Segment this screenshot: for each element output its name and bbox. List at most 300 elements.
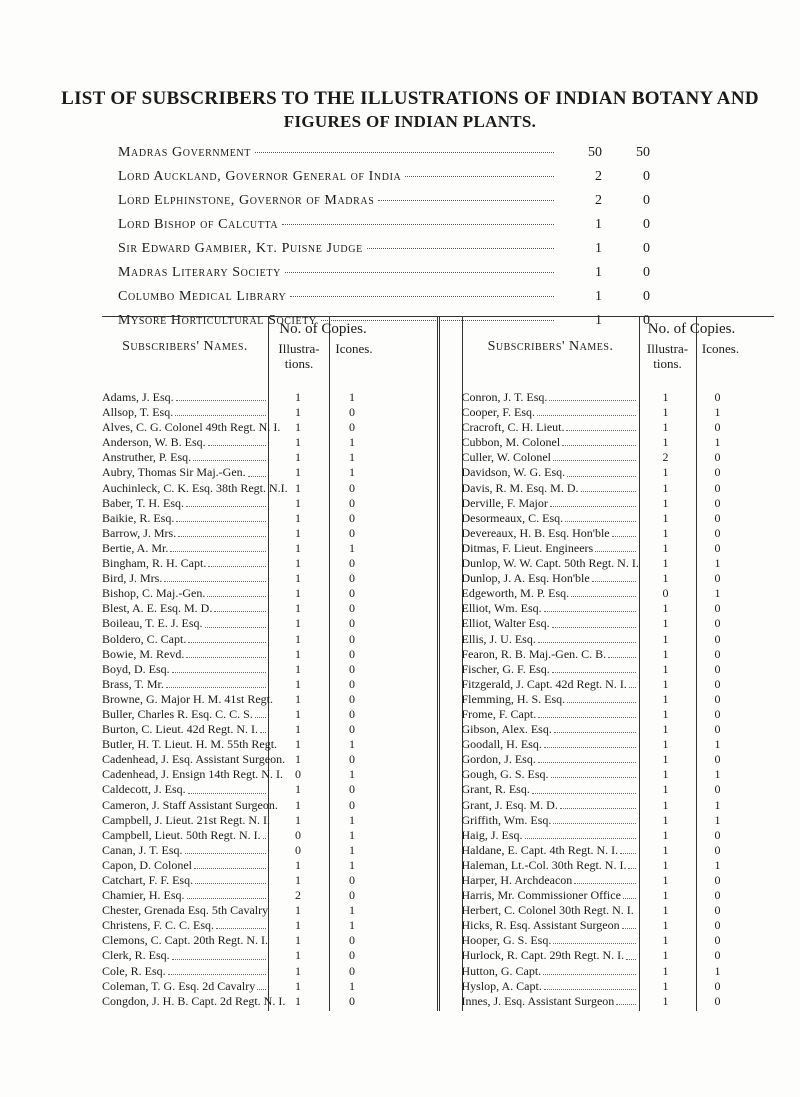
dot-leader xyxy=(544,737,636,748)
illustrations-count: 2 xyxy=(295,888,301,903)
dot-leader xyxy=(592,571,636,582)
dot-leader xyxy=(260,722,266,733)
dot-leader xyxy=(187,888,266,899)
icones-count: 0 xyxy=(714,782,721,797)
icones-count: 1 xyxy=(349,737,355,752)
subscriber-name-cell xyxy=(102,873,268,888)
subscriber-name: Grant, J. Esq. M. D. xyxy=(461,797,558,812)
dot-leader xyxy=(208,435,266,446)
dot-leader xyxy=(623,888,636,899)
subscriber-row xyxy=(462,662,775,677)
illustrations-count: 1 xyxy=(295,722,301,737)
icones-count: 0 xyxy=(714,601,721,616)
icones-count: 0 xyxy=(714,978,721,993)
illustrations-count: 1 xyxy=(662,435,669,450)
icones-count: 0 xyxy=(349,706,355,721)
institution-icones: 0 xyxy=(643,169,650,184)
subscriber-name-cell xyxy=(102,480,288,496)
illustrations-count: 1 xyxy=(662,767,669,782)
dot-leader xyxy=(616,994,635,1005)
icones-count: 1 xyxy=(349,390,355,404)
icones-count: 0 xyxy=(349,691,355,706)
subscriber-row xyxy=(462,481,775,496)
dot-leader xyxy=(538,632,636,643)
subscriber-name: Brass, T. Mr. xyxy=(102,676,164,691)
subscriber-row xyxy=(462,677,775,692)
illustrations-count: 1 xyxy=(295,993,301,1008)
subscriber-name: Cubbon, M. Colonel xyxy=(461,435,561,450)
dot-leader xyxy=(537,405,635,416)
dot-leader xyxy=(194,858,266,869)
illustrations-count: 1 xyxy=(662,752,669,767)
icones-count: 0 xyxy=(349,601,355,616)
subscriber-row xyxy=(102,405,437,420)
dot-leader xyxy=(566,420,635,431)
subscriber-name-cell xyxy=(102,737,278,752)
subscriber-name: Adams, J. Esq. xyxy=(102,390,174,404)
institution-name: Lord Elphinstone, Governor of Madras xyxy=(118,193,375,208)
dot-leader xyxy=(378,200,554,201)
dot-leader xyxy=(178,526,266,537)
subscriber-name-cell xyxy=(462,707,638,722)
illustrations-count: 1 xyxy=(295,495,301,510)
subscriber-row xyxy=(102,692,437,707)
subscriber-name-cell xyxy=(102,405,268,420)
dot-leader xyxy=(581,481,636,492)
subscriber-row xyxy=(462,903,775,918)
subscriber-name: Dunlop, W. W. Capt. 50th Regt. N. I. xyxy=(461,556,639,571)
dot-leader xyxy=(170,541,266,552)
dot-leader xyxy=(554,722,636,733)
illustrations-count: 1 xyxy=(662,646,669,661)
icones-count: 0 xyxy=(714,827,721,842)
subscriber-name-cell xyxy=(462,994,638,1009)
icones-count: 0 xyxy=(714,918,721,933)
icones-count: 0 xyxy=(714,420,721,435)
subscriber-name-cell xyxy=(102,435,268,450)
copies-header: No. of Copies. xyxy=(647,321,736,337)
subscriber-name-cell xyxy=(102,647,268,662)
subscriber-row xyxy=(462,888,775,903)
subscriber-name-cell xyxy=(462,767,638,782)
subscriber-name: Bingham, R. H. Capt. xyxy=(102,556,207,571)
illustrations-count: 1 xyxy=(295,691,301,706)
illustrations-count: 1 xyxy=(295,933,301,948)
icones-count: 0 xyxy=(349,571,355,586)
illustrations-count: 1 xyxy=(295,556,301,571)
illustrations-count: 1 xyxy=(662,978,669,993)
dot-leader xyxy=(367,248,554,249)
subscriber-name-cell xyxy=(102,691,273,707)
icones-count: 0 xyxy=(349,586,355,601)
dot-leader xyxy=(532,782,636,793)
subscriber-name: Canan, J. T. Esq. xyxy=(102,842,183,857)
illustrations-count: 1 xyxy=(662,797,669,812)
dot-leader xyxy=(188,782,266,793)
icones-count: 0 xyxy=(714,631,721,646)
dot-leader xyxy=(565,511,635,522)
icones-count: 0 xyxy=(714,525,721,540)
icones-header: Icones. xyxy=(701,341,740,356)
illustrations-count: 1 xyxy=(295,737,301,752)
dot-leader xyxy=(574,873,635,884)
subscriber-row xyxy=(102,888,437,903)
subscriber-name-cell xyxy=(102,722,268,737)
icones-count: 0 xyxy=(349,676,355,691)
subscribers-table xyxy=(102,316,774,1011)
subscriber-name: Dunlop, J. A. Esq. Hon'ble xyxy=(461,571,590,586)
subscriber-name: Harper, H. Archdeacon xyxy=(461,873,573,887)
illustrations-count: 1 xyxy=(295,978,301,993)
dot-leader xyxy=(185,843,266,854)
institution-name: Madras Literary Society xyxy=(118,265,281,280)
icones-header: Icones. xyxy=(335,341,373,356)
dot-leader xyxy=(176,390,266,401)
subscriber-name: Haleman, Lt.-Col. 30th Regt. N. I. xyxy=(461,857,627,872)
subscriber-name: Bishop, C. Maj.-Gen. xyxy=(102,586,206,601)
icones-count: 0 xyxy=(714,842,721,857)
illustrations-count: 1 xyxy=(662,540,669,555)
subscriber-name-cell xyxy=(102,556,268,571)
dot-leader xyxy=(628,858,635,869)
subscriber-row xyxy=(102,541,437,556)
institution-illustrations: 1 xyxy=(595,265,602,280)
subscriber-name-cell xyxy=(462,435,638,450)
subscriber-row xyxy=(462,918,775,933)
subscriber-row xyxy=(102,722,437,737)
subscriber-name-cell xyxy=(462,722,638,737)
dot-leader xyxy=(595,541,635,552)
subscriber-row xyxy=(102,632,437,647)
illustrations-count: 1 xyxy=(662,571,669,586)
subscriber-name: Edgeworth, M. P. Esq. xyxy=(461,586,570,601)
subscriber-name: Anstruther, P. Esq. xyxy=(102,450,192,465)
icones-count: 0 xyxy=(714,465,721,480)
subscriber-row xyxy=(462,933,775,948)
subscriber-name-cell xyxy=(102,632,268,647)
subscriber-name-cell xyxy=(462,948,638,963)
dot-leader xyxy=(186,496,266,507)
subscriber-name: Fearon, R. B. Maj.-Gen. C. B. xyxy=(461,646,607,661)
illustrations-count: 1 xyxy=(295,676,301,691)
subscriber-name: Davidson, W. G. Esq. xyxy=(461,465,566,480)
subscriber-name-cell xyxy=(462,903,638,918)
subscriber-name: Cooper, F. Esq. xyxy=(461,405,536,420)
icones-count: 0 xyxy=(349,556,355,571)
subscriber-row xyxy=(102,616,437,631)
subscriber-name: Coleman, T. G. Esq. 2d Cavalry xyxy=(102,978,256,993)
subscriber-name-cell xyxy=(462,918,638,933)
dot-leader xyxy=(193,450,266,461)
dot-leader xyxy=(560,798,636,809)
subscriber-row xyxy=(462,813,775,828)
dot-leader xyxy=(567,465,635,476)
dot-leader xyxy=(208,556,266,567)
subscriber-name: Ditmas, F. Lieut. Engineers xyxy=(461,540,594,555)
icones-count: 0 xyxy=(349,661,355,676)
dot-leader xyxy=(172,662,266,673)
subscribers-column-right xyxy=(440,317,775,1011)
dot-leader xyxy=(629,677,636,688)
subscriber-name: Gibson, Alex. Esq. xyxy=(461,722,552,737)
institution-name: Lord Auckland, Governor General of India xyxy=(118,169,402,184)
icones-count: 0 xyxy=(714,873,721,887)
illustrations-count: 1 xyxy=(662,888,669,903)
subscriber-row xyxy=(462,828,775,843)
subscriber-name: Christens, F. C. C. Esq. xyxy=(102,918,215,933)
page-title: LIST OF SUBSCRIBERS TO THE ILLUSTRATIONS OF INDIAN BOTANY AND xyxy=(61,88,759,109)
institutional-subscribers xyxy=(118,145,650,337)
icones-count: 0 xyxy=(349,993,355,1008)
subscriber-name: Congdon, J. H. B. Capt. 2d Regt. N. I. xyxy=(102,993,286,1008)
illustrations-count: 1 xyxy=(662,903,669,918)
subscriber-row xyxy=(462,450,775,465)
subscriber-row xyxy=(462,571,775,586)
subscriber-name: Devereaux, H. B. Esq. Hon'ble xyxy=(461,525,610,540)
icones-count: 0 xyxy=(349,752,355,767)
icones-count: 0 xyxy=(714,903,721,918)
subscriber-name: Catchart, F. F. Esq. xyxy=(102,873,194,887)
subscriber-name-cell xyxy=(462,662,638,677)
names-header: Subscribers' Names. xyxy=(122,339,248,354)
illustrations-count: 0 xyxy=(295,767,301,782)
institution-name: Columbo Medical Library xyxy=(118,289,287,304)
subscriber-row xyxy=(462,601,775,616)
icones-count: 1 xyxy=(714,797,721,812)
institution-icones: 0 xyxy=(643,265,650,280)
subscriber-name: Clerk, R. Esq. xyxy=(102,948,170,963)
subscriber-name-cell xyxy=(102,496,268,511)
subscriber-name-cell xyxy=(102,933,268,948)
subscribers-column-left xyxy=(102,317,440,1011)
illustrations-count: 2 xyxy=(662,450,669,465)
subscriber-row xyxy=(102,571,437,586)
illustrations-count: 1 xyxy=(662,525,669,540)
icones-count: 1 xyxy=(349,812,355,827)
subscriber-name: Culler, W. Colonel xyxy=(461,450,552,465)
illustrations-count: 1 xyxy=(662,737,669,752)
subscriber-row xyxy=(102,767,437,782)
icones-count: 0 xyxy=(714,571,721,586)
subscriber-name: Blest, A. E. Esq. M. D. xyxy=(102,601,213,616)
illustrations-count: 1 xyxy=(295,540,301,555)
subscriber-name: Elliot, Wm. Esq. xyxy=(461,601,542,616)
institution-row xyxy=(118,265,650,289)
copies-header: No. of Copies. xyxy=(279,321,367,337)
subscriber-row xyxy=(462,994,775,1009)
illustrations-count: 1 xyxy=(662,661,669,676)
icones-count: 0 xyxy=(714,888,721,903)
subscriber-row xyxy=(102,873,437,888)
illustrations-count: 1 xyxy=(295,782,301,797)
subscriber-name: Alves, C. G. Colonel 49th Regt. N. I. xyxy=(102,420,281,435)
dot-leader xyxy=(567,692,635,703)
subscriber-name: Cracroft, C. H. Lieut. xyxy=(461,420,565,435)
institution-name: Sir Edward Gambier, Kt. Puisne Judge xyxy=(118,241,363,256)
subscriber-name-cell xyxy=(102,858,268,873)
names-header: Subscribers' Names. xyxy=(487,339,614,354)
subscriber-name: Hutton, G. Capt. xyxy=(461,963,542,978)
subscriber-row xyxy=(102,450,437,465)
illustrations-count: 1 xyxy=(662,691,669,706)
subscriber-row xyxy=(462,465,775,480)
illustrations-count: 1 xyxy=(662,873,669,887)
subscriber-name-cell xyxy=(462,390,638,405)
institution-illustrations: 2 xyxy=(595,193,602,208)
illustrations-count: 1 xyxy=(662,918,669,933)
subscriber-name: Fitzgerald, J. Capt. 42d Regt. N. I. xyxy=(461,676,627,691)
subscriber-name: Caldecott, J. Esq. xyxy=(102,782,186,797)
subscriber-row xyxy=(102,903,437,918)
subscriber-row xyxy=(102,752,437,767)
subscriber-name: Chamier, H. Esq. xyxy=(102,888,185,903)
institution-illustrations: 1 xyxy=(595,313,602,328)
illustrations-count: 1 xyxy=(295,465,301,480)
subscriber-name: Barrow, J. Mrs. xyxy=(102,525,177,540)
subscriber-name: Auchinleck, C. K. Esq. 38th Regt. N.I. xyxy=(102,480,288,495)
subscriber-row xyxy=(102,843,437,858)
illustrations-count: 1 xyxy=(662,722,669,737)
subscriber-name-cell xyxy=(102,541,268,556)
illustrations-count: 1 xyxy=(295,661,301,676)
subscriber-name-cell xyxy=(462,979,638,994)
illustrations-count: 1 xyxy=(295,963,301,978)
institution-illustrations: 50 xyxy=(588,145,602,160)
icones-count: 0 xyxy=(349,722,355,737)
subscriber-name-cell xyxy=(102,586,268,601)
subscriber-name-cell xyxy=(462,858,638,873)
subscriber-row xyxy=(102,601,437,616)
illustrations-count: 1 xyxy=(295,405,301,420)
subscriber-name: Desormeaux, C. Esq. xyxy=(461,510,564,525)
icones-count: 1 xyxy=(349,857,355,872)
dot-leader xyxy=(405,176,554,177)
institution-row xyxy=(118,289,650,313)
illustrations-count: 1 xyxy=(662,812,669,827)
dot-leader xyxy=(525,828,636,839)
icones-count: 0 xyxy=(349,495,355,510)
icones-count: 0 xyxy=(714,510,721,525)
subscriber-name: Boileau, T. E. J. Esq. xyxy=(102,616,203,631)
dot-leader xyxy=(538,752,636,763)
icones-count: 1 xyxy=(714,586,721,601)
icones-count: 0 xyxy=(349,948,355,963)
subscriber-name: Clemons, C. Capt. 20th Regt. N. I. xyxy=(102,933,268,948)
illustrations-count: 1 xyxy=(662,480,669,495)
subscriber-row xyxy=(102,933,437,948)
subscriber-row xyxy=(462,798,775,813)
icones-count: 0 xyxy=(714,480,721,495)
icones-count: 0 xyxy=(714,933,721,948)
subscriber-row xyxy=(462,541,775,556)
subscriber-name: Hicks, R. Esq. Assistant Surgeon xyxy=(461,918,620,933)
icones-count: 0 xyxy=(349,888,355,903)
subscriber-row xyxy=(102,707,437,722)
icones-count: 1 xyxy=(349,918,355,933)
subscriber-name-cell xyxy=(462,677,638,692)
subscriber-row xyxy=(462,858,775,873)
illustrations-count: 1 xyxy=(295,752,301,767)
subscriber-name-cell xyxy=(462,964,638,979)
dot-leader xyxy=(552,616,636,627)
illustrations-count: 0 xyxy=(295,827,301,842)
subscriber-name: Gough, G. S. Esq. xyxy=(461,767,549,782)
page-subtitle: FIGURES OF INDIAN PLANTS. xyxy=(283,112,537,131)
illustrations-count: 1 xyxy=(662,405,669,420)
dot-leader xyxy=(553,813,635,824)
illustrations-count: 1 xyxy=(662,510,669,525)
dot-leader xyxy=(257,979,266,990)
subscriber-row xyxy=(102,918,437,933)
subscriber-name-cell xyxy=(102,993,286,1009)
icones-count: 1 xyxy=(349,435,355,450)
subscriber-row xyxy=(462,948,775,963)
illustrations-count: 1 xyxy=(295,571,301,586)
subscriber-name: Grant, R. Esq. xyxy=(461,782,530,797)
icones-count: 0 xyxy=(349,631,355,646)
subscriber-row xyxy=(102,586,437,601)
subscriber-row xyxy=(462,420,775,435)
subscriber-name-cell xyxy=(102,390,268,405)
icones-count: 0 xyxy=(714,706,721,721)
subscriber-name: Capon, D. Colonel xyxy=(102,857,192,872)
icones-count: 1 xyxy=(349,978,355,993)
dot-leader xyxy=(282,224,554,225)
dot-leader xyxy=(622,918,636,929)
subscriber-row xyxy=(462,390,775,405)
icones-count: 1 xyxy=(714,737,721,752)
subscriber-name: Derville, F. Major xyxy=(461,495,548,510)
institution-row xyxy=(118,241,650,265)
icones-count: 0 xyxy=(714,450,721,465)
icones-count: 1 xyxy=(714,857,721,872)
illustrations-count: 1 xyxy=(662,948,669,963)
icones-count: 0 xyxy=(714,646,721,661)
institution-row xyxy=(118,217,650,241)
icones-count: 0 xyxy=(349,782,355,797)
illustrations-count: 1 xyxy=(295,857,301,872)
illustrations-count: 1 xyxy=(662,676,669,691)
subscriber-name: Chester, Grenada Esq. 5th Cavalry xyxy=(102,903,269,918)
subscriber-name: Griffith, Wm. Esq. xyxy=(461,812,552,827)
subscriber-name: Baber, T. H. Esq. xyxy=(102,495,185,510)
icones-count: 0 xyxy=(714,616,721,631)
icones-count: 1 xyxy=(714,812,721,827)
illustrations-count: 1 xyxy=(662,390,669,404)
institution-illustrations: 2 xyxy=(595,169,602,184)
icones-count: 0 xyxy=(714,676,721,691)
dot-leader xyxy=(216,918,266,929)
subscriber-row xyxy=(462,722,775,737)
illustrations-count: 1 xyxy=(662,857,669,872)
subscriber-row xyxy=(462,405,775,420)
dot-leader xyxy=(553,450,635,461)
institution-name: Lord Bishop of Calcutta xyxy=(118,217,279,232)
icones-count: 1 xyxy=(349,827,355,842)
subscriber-name-cell xyxy=(102,979,268,994)
subscriber-name: Bowie, M. Revd. xyxy=(102,646,185,661)
icones-count: 1 xyxy=(349,465,355,480)
institution-row xyxy=(118,145,650,169)
subscriber-name: Burton, C. Lieut. 42d Regt. N. I. xyxy=(102,722,258,737)
subscriber-name-cell xyxy=(102,797,278,813)
subscriber-name-cell xyxy=(102,964,268,979)
subscriber-row xyxy=(102,677,437,692)
subscriber-row xyxy=(102,813,437,828)
subscriber-row xyxy=(462,632,775,647)
subscriber-name-cell xyxy=(102,526,268,541)
subscriber-row xyxy=(102,948,437,963)
